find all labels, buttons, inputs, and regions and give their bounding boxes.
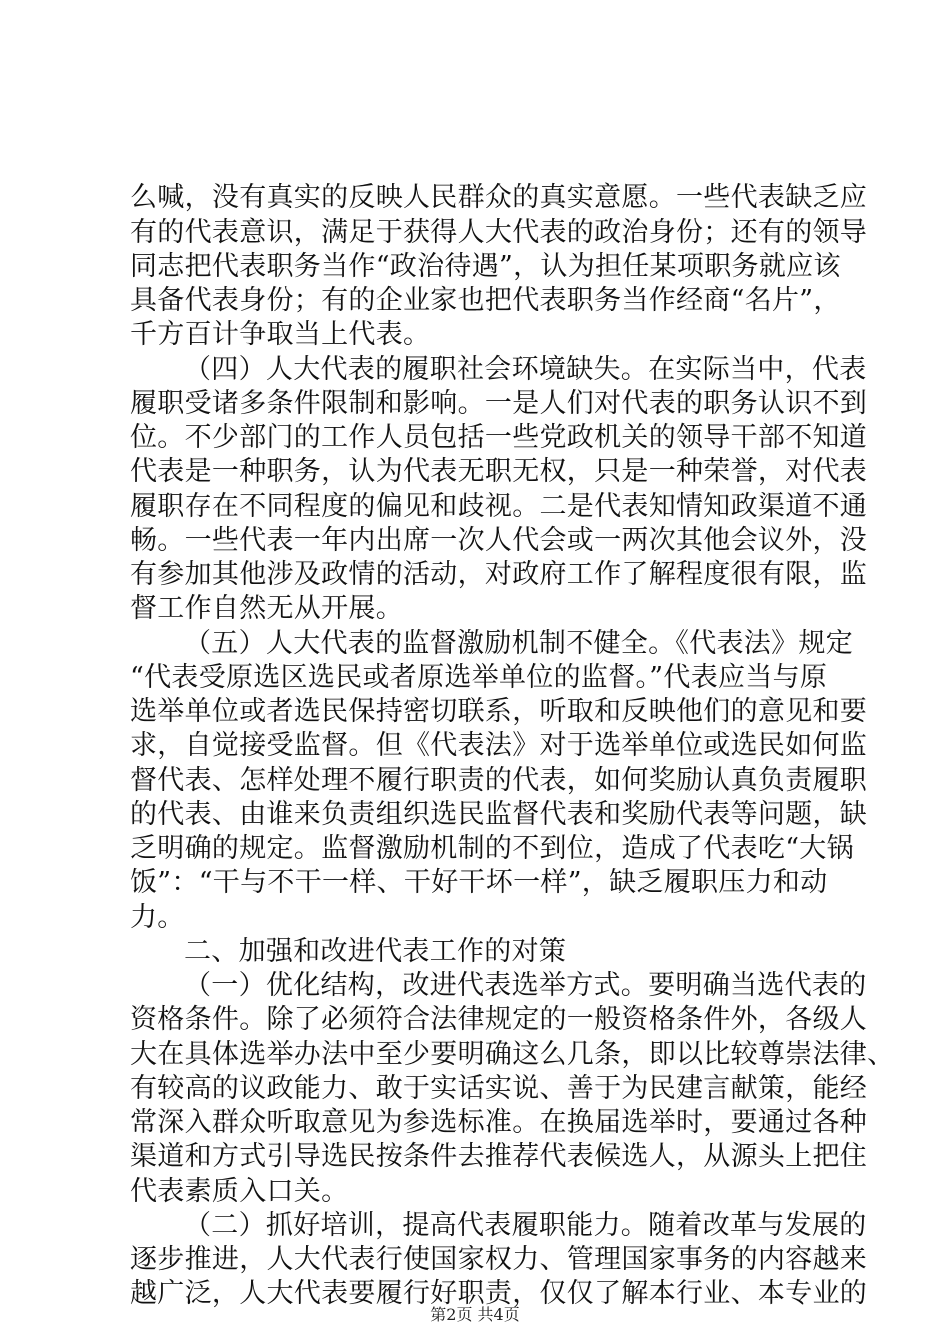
text-line: 履职存在不同程度的偏见和歧视。二是代表知情知政渠道不通 — [130, 491, 868, 522]
text-line: 乏明确的规定。监督激励机制的不到位，造成了代表吃“大锅 — [130, 833, 854, 864]
text-line: 履职受诸多条件限制和影响。一是人们对代表的职务认识不到 — [130, 388, 868, 419]
page-number-footer: 第2页 共4页 — [430, 1305, 520, 1324]
text-line: 选举单位或者选民保持密切联系，听取和反映他们的意见和要 — [130, 696, 868, 727]
text-line: 同志把代表职务当作“政治待遇”，认为担任某项职务就应该 — [130, 251, 841, 282]
text-line: 饭”：“干与不干一样、干好干坏一样”，缺乏履职压力和动 — [130, 867, 828, 898]
text-line: 督工作自然无从开展。 — [130, 593, 403, 624]
text-line: 求，自觉接受监督。但《代表法》对于选举单位或选民如何监 — [130, 730, 868, 761]
paragraph-first-line: （四）人大代表的履职社会环境缺失。在实际当中，代表 — [184, 354, 867, 385]
paragraph-first-line: （五）人大代表的监督激励机制不健全。《代表法》规定 — [184, 628, 853, 659]
text-line: 畅。一些代表一年内出席一次人代会或一两次其他会议外，没 — [130, 525, 868, 556]
text-line: 资格条件。除了必须符合法律规定的一般资格条件外，各级人 — [130, 1004, 868, 1035]
text-line: 督代表、怎样处理不履行职责的代表，如何奖励认真负责履职 — [130, 765, 868, 796]
text-line: 有的代表意识，满足于获得人大代表的政治身份；还有的领导 — [130, 217, 868, 248]
text-line: 大在具体选举办法中至少要明确这么几条，即以比较尊崇法律、 — [130, 1039, 895, 1070]
text-line: 有较高的议政能力、敢于实话实说、善于为民建言献策，能经 — [130, 1073, 868, 1104]
text-line: 的代表、由谁来负责组织选民监督代表和奖励代表等问题，缺 — [130, 799, 868, 830]
paragraph-first-line: （一）优化结构，改进代表选举方式。要明确当选代表的 — [184, 970, 867, 1001]
paragraph-first-line: （二）抓好培训，提高代表履职能力。随着改革与发展的 — [184, 1210, 867, 1241]
text-line: 力。 — [130, 902, 185, 933]
text-line: 么喊，没有真实的反映人民群众的真实意愿。一些代表缺乏应 — [130, 182, 868, 213]
text-line: 位。不少部门的工作人员包括一些党政机关的领导干部不知道 — [130, 422, 868, 453]
text-line: 代表素质入口关。 — [130, 1176, 349, 1207]
text-line: 越广泛，人大代表要履行好职责，仅仅了解本行业、本专业的 — [130, 1278, 868, 1309]
section-heading: 二、加强和改进代表工作的对策 — [184, 936, 567, 967]
text-line: “代表受原选区选民或者原选举单位的监督。”代表应当与原 — [130, 662, 828, 693]
text-line: 渠道和方式引导选民按条件去推荐代表候选人，从源头上把住 — [130, 1141, 868, 1172]
text-line: 代表是一种职务，认为代表无职无权，只是一种荣誉，对代表 — [130, 456, 868, 487]
text-line: 常深入群众听取意见为参选标准。在换届选举时，要通过各种 — [130, 1107, 868, 1138]
text-line: 具备代表身份；有的企业家也把代表职务当作经商“名片”， — [130, 285, 841, 316]
text-line: 千方百计争取当上代表。 — [130, 319, 431, 350]
text-line: 逐步推进，人大代表行使国家权力、管理国家事务的内容越来 — [130, 1244, 868, 1275]
text-line: 有参加其他涉及政情的活动，对政府工作了解程度很有限，监 — [130, 559, 868, 590]
